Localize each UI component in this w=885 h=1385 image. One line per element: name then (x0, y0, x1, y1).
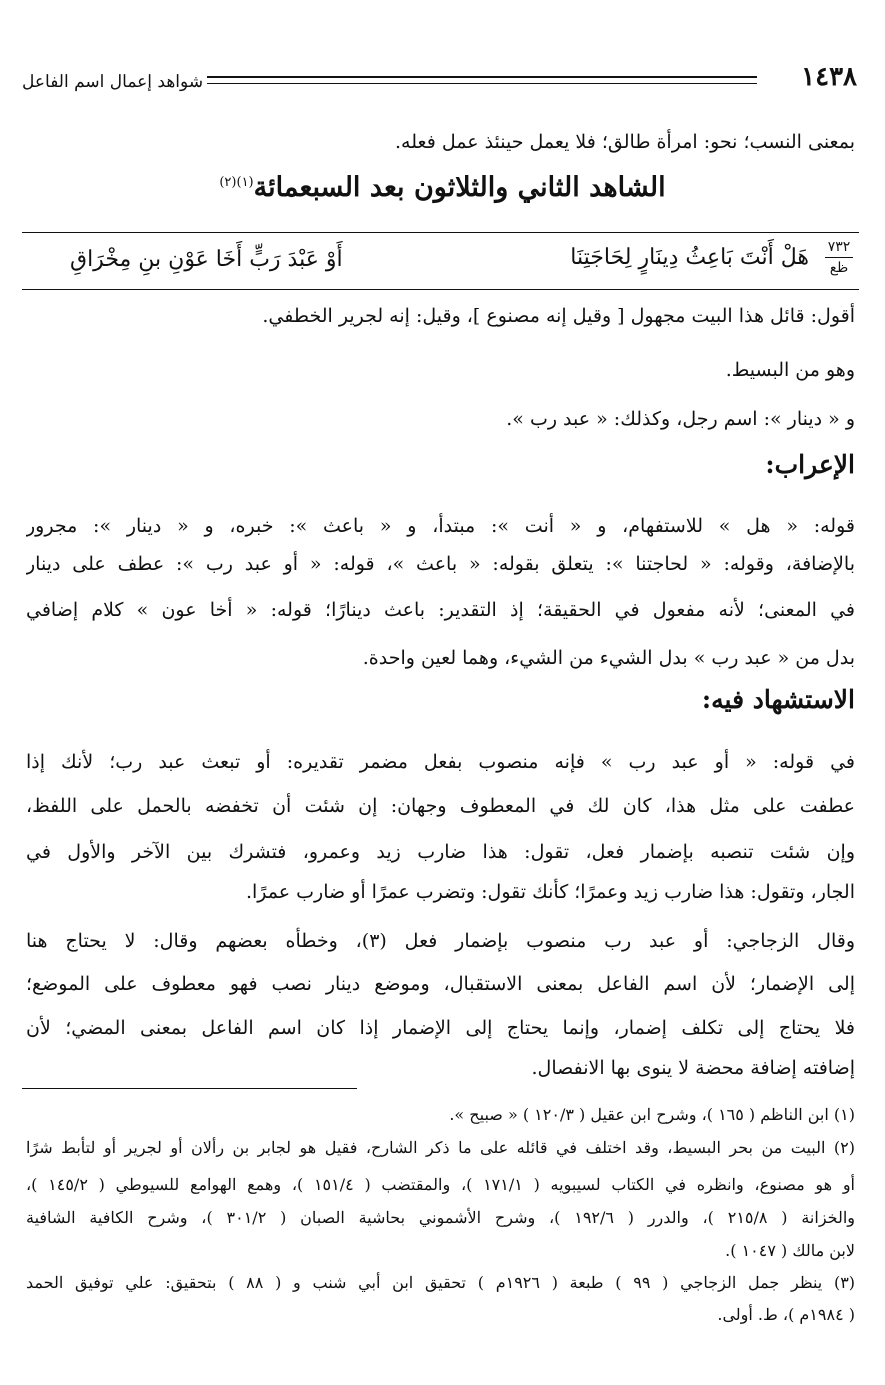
body-line: و « دينار »: اسم رجل، وكذلك: « عبد رب ». (506, 408, 855, 430)
footnote-2-line: (٢) البيت من بحر البسيط، وقد اختلف في قائله على ما ذكر الشارح، فقيل هو لجابر بن رألان أو لجرير أو لتأبط شرًا (26, 1138, 855, 1157)
footnote-separator (22, 1088, 357, 1089)
footnote-marks: (١)(٢) (219, 175, 254, 190)
body-line: قوله: « هل » للاستفهام، و « أنت »: مبتدأ، و « باعث »: خبره، و « دينار »: مجرور (26, 515, 855, 537)
body-line: بدل من « عبد رب » بدل الشيء من الشيء، وهما لعين واحدة. (362, 647, 855, 669)
verse-number-value: ٧٣٢ (827, 239, 851, 255)
verse-number-sub: ظع (829, 260, 849, 276)
verse-first-hemistich: هَلْ أَنْتَ بَاعِثُ دِينَارٍ لِحَاجَتِنَا (570, 245, 809, 270)
page-number: ١٤٣٨ (801, 62, 857, 92)
shahid-title: الشاهد الثاني والثلاثون بعد السبعمائة (253, 172, 666, 203)
body-line: وإن شئت تنصبه بإضمار فعل، تقول: هذا ضارب زيد وعمرو، فتشرك بين الآخر والأول في (26, 841, 855, 863)
body-line: في المعنى؛ لأنه مفعول في الحقيقة؛ إذ التقدير: باعث دينارًا؛ قوله: « أخا عون » كلام إضافي (26, 599, 855, 621)
verse-box (22, 232, 859, 290)
footnote-2-line: لابن مالك ( ١٠٤٧ ). (725, 1241, 855, 1260)
body-line: الجار، وتقول: هذا ضارب زيد وعمرًا؛ كأنك تقول: وتضرب عمرًا أو ضارب عمرًا. (245, 881, 855, 903)
footnote-1: (١) ابن الناظم ( ١٦٥ )، وشرح ابن عقيل ( ١٢٠/٣ ) « صبيح ». (449, 1105, 855, 1124)
verse-number-divider (825, 257, 853, 258)
body-line: وهو من البسيط. (725, 359, 855, 381)
footnote-3-line: (٣) ينظر جمل الزجاجي ( ٩٩ ) طبعة ( ١٩٢٦م ) تحقيق ابن أبي شنب و ( ٨٨ ) بتحقيق: علي توفيق الحمد (26, 1273, 855, 1292)
istishhad-heading: الاستشهاد فيه: (701, 685, 855, 714)
body-line: إلى الإضمار؛ لأن اسم الفاعل بمعنى الاستقبال، وموضع دينار نصب فهو معطوف على الموضع؛ (26, 973, 855, 995)
running-title: شواهد إعمال اسم الفاعل (22, 72, 204, 92)
body-line: وقال الزجاجي: أو عبد رب منصوب بإضمار فعل (٣)، وخطأه بعضهم وقال: لا يحتاج هنا (26, 930, 855, 952)
body-line: إضافته إضافة محضة لا ينوى بها الانفصال. (531, 1057, 855, 1079)
footnote-2-line: والخزانة ( ٢١٥/٨ )، والدرر ( ١٩٢/٦ )، وشرح الأشموني بحاشية الصبان ( ٣٠١/٢ )، وشرح الكافية الشافية (26, 1208, 855, 1227)
verse-second-hemistich: أَوْ عَبْدَ رَبٍّ أَخَا عَوْنِ بنِ مِخْرَاقِ (70, 247, 343, 272)
footnote-2-line: أو هو مصنوع، وانظره في الكتاب لسيبويه ( ١٧١/١ )، والمقتضب ( ١٥١/٤ )، وهمع الهوامع للسيوطي ( ١٤٥/٢ )، (26, 1175, 855, 1194)
header-rule (207, 76, 757, 84)
body-line: عطفت على مثل هذا، كان لك في المعطوف وجهان: إن شئت أن تخفضه بالحمل على اللفظ، (26, 795, 855, 817)
body-line: بالإضافة، وقوله: « لحاجتنا »: يتعلق بقوله: « باعث »، قوله: « أو عبد رب »: عطف على دينار (26, 553, 855, 575)
body-line: فلا يحتاج إلى تكلف إضمار، وإنما يحتاج إلى الإضمار إذا كان اسم الفاعل بمعنى المضي؛ لأن (26, 1017, 855, 1039)
body-line: في قوله: « أو عبد رب » فإنه منصوب بفعل مضمر تقديره: أو تبعث عبد رب؛ لأنك إذا (26, 751, 855, 773)
verse-number (819, 239, 859, 276)
body-line: أقول: قائل هذا البيت مجهول [ وقيل إنه مصنوع ]، وقيل: إنه لجرير الخطفي. (262, 305, 855, 327)
page-header (22, 62, 857, 96)
shahid-heading (0, 172, 885, 203)
intro-line: بمعنى النسب؛ نحو: امرأة طالق؛ فلا يعمل حينئذ عمل فعله. (395, 131, 855, 153)
footnote-3-line: ( ١٩٨٤م )، ط. أولى. (717, 1305, 855, 1324)
irab-heading: الإعراب: (765, 450, 855, 479)
